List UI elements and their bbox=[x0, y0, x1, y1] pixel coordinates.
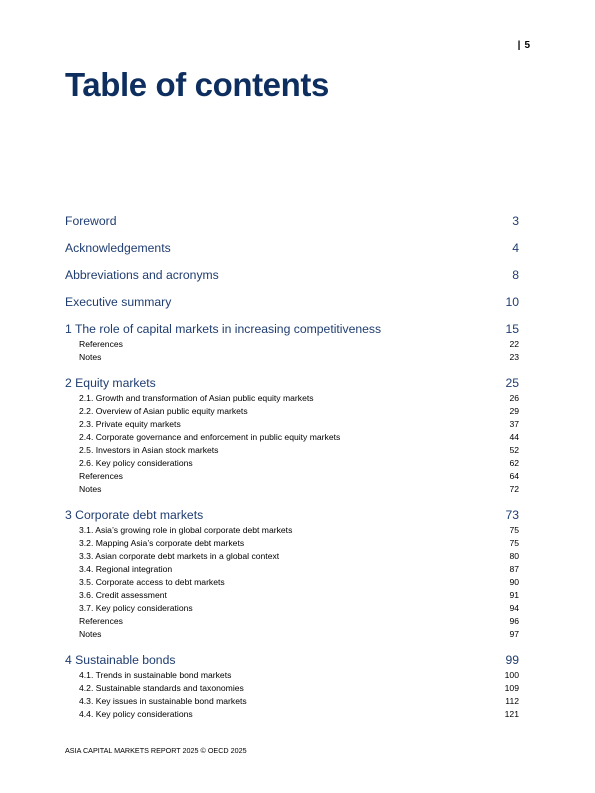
subentry-page: 37 bbox=[509, 419, 519, 429]
toc-subentry[interactable] bbox=[65, 615, 519, 628]
subentry-page: 52 bbox=[509, 445, 519, 455]
toc-subentry[interactable] bbox=[65, 431, 519, 444]
toc-subentry[interactable] bbox=[65, 589, 519, 602]
subentry-label: 3.3. Asian corporate debt markets in a global context bbox=[79, 551, 280, 561]
subentry-label: 2.3. Private equity markets bbox=[79, 419, 181, 429]
subentry-page: 72 bbox=[509, 484, 519, 494]
page-number-value: 5 bbox=[524, 40, 530, 51]
subentry-label: 2.2. Overview of Asian public equity markets bbox=[79, 406, 248, 416]
chapter-label: 2 Equity markets bbox=[65, 376, 156, 390]
subentry-label: 3.4. Regional integration bbox=[79, 564, 173, 574]
subentry-page: 97 bbox=[509, 629, 519, 639]
toc-subentry[interactable] bbox=[65, 338, 519, 351]
subentry-label: 2.4. Corporate governance and enforcement in public equity markets bbox=[79, 432, 341, 442]
chapter-4 bbox=[65, 652, 519, 721]
subentry-page: 75 bbox=[509, 525, 519, 535]
toc-entry-acknowledgements[interactable] bbox=[65, 240, 519, 256]
subentry-label: 3.7. Key policy considerations bbox=[79, 603, 193, 613]
subentry-page: 26 bbox=[509, 393, 519, 403]
page-number-separator: | bbox=[517, 40, 521, 51]
subentry-label: 4.1. Trends in sustainable bond markets bbox=[79, 670, 232, 680]
toc-entry-label: Acknowledgements bbox=[65, 241, 171, 255]
toc-chapter-2[interactable] bbox=[65, 375, 519, 391]
toc-subentry[interactable] bbox=[65, 628, 519, 641]
toc-entry-page: 3 bbox=[512, 214, 519, 228]
toc-entry-foreword[interactable] bbox=[65, 213, 519, 229]
chapter-page: 15 bbox=[505, 322, 519, 336]
subentry-page: 96 bbox=[509, 616, 519, 626]
toc-subentry[interactable] bbox=[65, 524, 519, 537]
subentry-label: 2.6. Key policy considerations bbox=[79, 458, 193, 468]
chapter-page: 25 bbox=[505, 376, 519, 390]
toc-entry-label: Foreword bbox=[65, 214, 117, 228]
toc-subentry[interactable] bbox=[65, 405, 519, 418]
subentry-label: Notes bbox=[79, 484, 102, 494]
subentry-label: 3.5. Corporate access to debt markets bbox=[79, 577, 225, 587]
subentry-label: Notes bbox=[79, 629, 102, 639]
toc-subentry[interactable] bbox=[65, 457, 519, 470]
chapter-3 bbox=[65, 507, 519, 641]
toc-subentry[interactable] bbox=[65, 392, 519, 405]
subentry-page: 90 bbox=[509, 577, 519, 587]
subentry-label: References bbox=[79, 616, 123, 626]
subentry-page: 80 bbox=[509, 551, 519, 561]
subentry-label: References bbox=[79, 471, 123, 481]
toc-entry-abbreviations[interactable] bbox=[65, 267, 519, 283]
subentry-page: 91 bbox=[509, 590, 519, 600]
toc-subentry[interactable] bbox=[65, 576, 519, 589]
toc-subentry[interactable] bbox=[65, 444, 519, 457]
page-title: Table of contents bbox=[65, 66, 329, 103]
toc-subentry[interactable] bbox=[65, 708, 519, 721]
toc-chapter-1[interactable] bbox=[65, 321, 519, 337]
chapter-page: 99 bbox=[505, 653, 519, 667]
toc-chapter-4[interactable] bbox=[65, 652, 519, 668]
chapter-2 bbox=[65, 375, 519, 496]
toc-subentry[interactable] bbox=[65, 695, 519, 708]
toc-subentry[interactable] bbox=[65, 682, 519, 695]
toc-subentry[interactable] bbox=[65, 602, 519, 615]
subentry-page: 44 bbox=[509, 432, 519, 442]
subentry-page: 109 bbox=[504, 683, 519, 693]
subentry-page: 100 bbox=[504, 670, 519, 680]
toc-subentry[interactable] bbox=[65, 563, 519, 576]
chapter-label: 3 Corporate debt markets bbox=[65, 508, 204, 522]
toc-subentry[interactable] bbox=[65, 483, 519, 496]
toc-entry-label: Abbreviations and acronyms bbox=[65, 268, 219, 282]
subentry-label: 2.1. Growth and transformation of Asian public equity markets bbox=[79, 393, 314, 403]
toc-subentry[interactable] bbox=[65, 470, 519, 483]
toc-subentry[interactable] bbox=[65, 550, 519, 563]
subentry-page: 29 bbox=[509, 406, 519, 416]
subentry-page: 23 bbox=[509, 352, 519, 362]
toc-subentry[interactable] bbox=[65, 351, 519, 364]
chapter-label: 1 The role of capital markets in increasing competitiveness bbox=[65, 322, 382, 336]
subentry-label: Notes bbox=[79, 352, 102, 362]
toc-entry-page: 4 bbox=[512, 241, 519, 255]
subentry-page: 94 bbox=[509, 603, 519, 613]
chapter-page: 73 bbox=[505, 508, 519, 522]
toc-entry-page: 10 bbox=[505, 295, 519, 309]
chapter-1 bbox=[65, 321, 519, 364]
page-footer: ASIA CAPITAL MARKETS REPORT 2025 © OECD 2025 bbox=[65, 746, 247, 755]
subentry-label: 4.4. Key policy considerations bbox=[79, 709, 193, 719]
subentry-label: 3.2. Mapping Asia’s corporate debt markets bbox=[79, 538, 245, 548]
table-of-contents bbox=[65, 213, 519, 732]
subentry-page: 112 bbox=[505, 696, 519, 706]
toc-entry-page: 8 bbox=[512, 268, 519, 282]
toc-subentry[interactable] bbox=[65, 537, 519, 550]
subentry-page: 75 bbox=[509, 538, 519, 548]
top-entries bbox=[65, 213, 519, 310]
subentry-label: 3.1. Asia’s growing role in global corporate debt markets bbox=[79, 525, 293, 535]
toc-subentry[interactable] bbox=[65, 669, 519, 682]
page-number bbox=[518, 40, 530, 51]
toc-entry-label: Executive summary bbox=[65, 295, 172, 309]
subentry-label: 4.2. Sustainable standards and taxonomies bbox=[79, 683, 244, 693]
subentry-label: 4.3. Key issues in sustainable bond markets bbox=[79, 696, 247, 706]
subentry-page: 62 bbox=[509, 458, 519, 468]
chapter-label: 4 Sustainable bonds bbox=[65, 653, 176, 667]
subentry-page: 121 bbox=[504, 709, 519, 719]
toc-chapter-3[interactable] bbox=[65, 507, 519, 523]
subentry-page: 64 bbox=[509, 471, 519, 481]
toc-subentry[interactable] bbox=[65, 418, 519, 431]
subentry-page: 87 bbox=[509, 564, 519, 574]
subentry-label: References bbox=[79, 339, 123, 349]
subentry-label: 2.5. Investors in Asian stock markets bbox=[79, 445, 219, 455]
subentry-page: 22 bbox=[509, 339, 519, 349]
toc-entry-executive-summary[interactable] bbox=[65, 294, 519, 310]
subentry-label: 3.6. Credit assessment bbox=[79, 590, 167, 600]
